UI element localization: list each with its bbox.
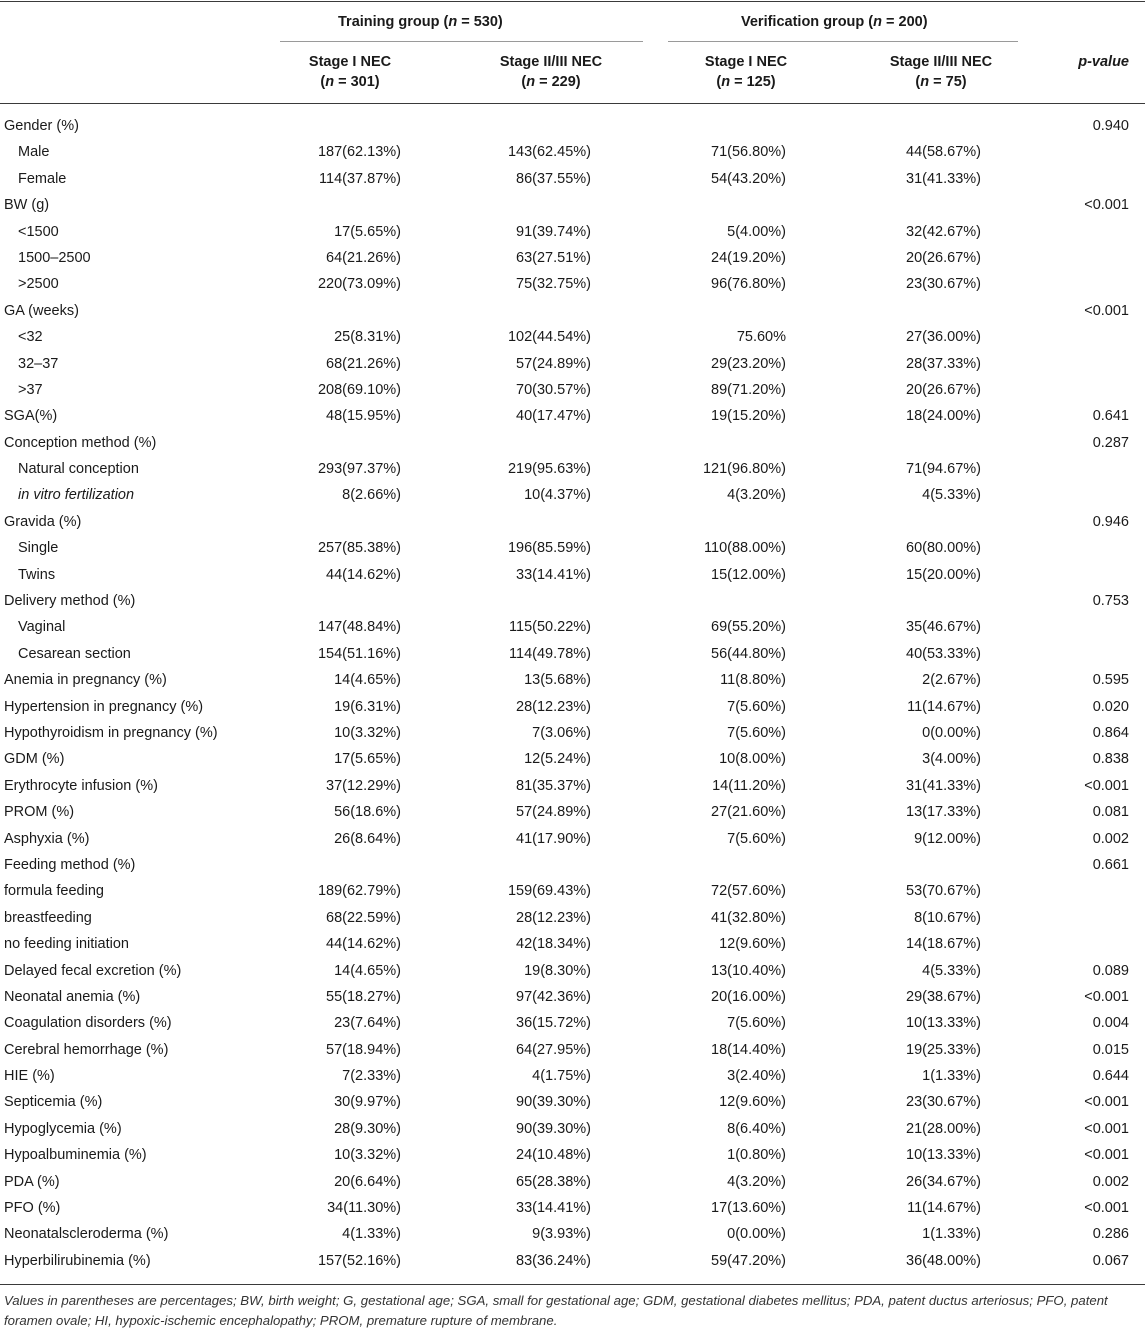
table-cell: 17(5.65%) — [334, 751, 401, 768]
train-stage1-n: (n = 301) — [320, 74, 380, 90]
table-cell: 110(88.00%) — [704, 540, 786, 557]
table-cell: 114(37.87%) — [319, 170, 401, 187]
table-cell: 96(76.80%) — [711, 276, 786, 293]
table-row — [0, 1142, 1145, 1168]
table-cell: 29(38.67%) — [906, 988, 981, 1005]
table-cell: 56(44.80%) — [711, 645, 786, 662]
pvalue-cell: 0.753 — [1092, 593, 1129, 610]
train-stage23-n: (n = 229) — [521, 74, 581, 90]
table-row — [0, 799, 1145, 825]
row-label: Delayed fecal excretion (%) — [4, 962, 182, 979]
table-row — [0, 720, 1145, 746]
table-cell: 24(10.48%) — [516, 1147, 591, 1164]
table-row — [0, 219, 1145, 245]
table-cell: 19(8.30%) — [524, 962, 591, 979]
row-label: breastfeeding — [4, 909, 92, 926]
table-cell: 75.60% — [736, 329, 786, 346]
table-cell: 81(35.37%) — [516, 777, 591, 794]
table-cell: 5(4.00%) — [727, 223, 786, 240]
table-cell: 7(3.06%) — [532, 724, 591, 741]
table-row — [0, 984, 1145, 1010]
table-cell: 17(13.60%) — [711, 1200, 786, 1217]
table-cell: 72(57.60%) — [711, 883, 786, 900]
table-cell: 257(85.38%) — [317, 540, 401, 557]
row-label: >2500 — [18, 276, 59, 293]
table-cell: 25(8.31%) — [334, 329, 401, 346]
table-cell: 44(14.62%) — [326, 566, 401, 583]
table-cell: 7(5.60%) — [727, 830, 786, 847]
table-cell: 31(41.33%) — [906, 170, 981, 187]
row-label: Cerebral hemorrhage (%) — [4, 1041, 169, 1058]
table-cell: 86(37.55%) — [516, 170, 591, 187]
table-cell: 12(5.24%) — [524, 751, 591, 768]
table-row — [0, 192, 1145, 218]
table-cell: 36(48.00%) — [906, 1252, 981, 1269]
row-label: BW (g) — [4, 197, 50, 214]
table-cell: 10(13.33%) — [906, 1147, 981, 1164]
table-cell: 36(15.72%) — [516, 1015, 591, 1032]
table-cell: 32(42.67%) — [906, 223, 981, 240]
row-label: 32–37 — [18, 355, 59, 372]
table-row — [0, 641, 1145, 667]
table-cell: 17(5.65%) — [334, 223, 401, 240]
ver-stage1-n: (n = 125) — [716, 74, 776, 90]
table-cell: 63(27.51%) — [516, 249, 591, 266]
table-cell: 64(27.95%) — [516, 1041, 591, 1058]
table-row — [0, 905, 1145, 931]
row-label: Anemia in pregnancy (%) — [4, 672, 167, 689]
verification-group-heading: Verification group (n = 200) — [741, 14, 928, 30]
table-cell: 11(14.67%) — [907, 698, 981, 715]
table-cell: 219(95.63%) — [507, 461, 591, 478]
table-row — [0, 456, 1145, 482]
table-cell: 57(24.89%) — [516, 804, 591, 821]
table-cell: 57(24.89%) — [516, 355, 591, 372]
row-label: Cesarean section — [18, 645, 131, 662]
table-cell: 13(5.68%) — [524, 672, 591, 689]
pvalue-cell: 0.946 — [1092, 513, 1129, 530]
pvalue-cell: <0.001 — [1084, 197, 1129, 214]
row-label: 1500–2500 — [18, 249, 91, 266]
training-group-heading: Training group (n = 530) — [338, 14, 503, 30]
table-cell: 4(1.33%) — [342, 1226, 401, 1243]
table-cell: 20(26.67%) — [906, 249, 981, 266]
table-row — [0, 1037, 1145, 1063]
table-row — [0, 113, 1145, 139]
table-cell: 208(69.10%) — [317, 381, 401, 398]
table-cell: 70(30.57%) — [516, 381, 591, 398]
table-cell: 15(20.00%) — [906, 566, 981, 583]
table-row — [0, 245, 1145, 271]
row-label: Septicemia (%) — [4, 1094, 103, 1111]
row-label: HIE (%) — [4, 1068, 55, 1085]
table-cell: 121(96.80%) — [702, 461, 786, 478]
table-cell: 69(55.20%) — [711, 619, 786, 636]
row-label: <1500 — [18, 223, 59, 240]
table-cell: 71(94.67%) — [906, 461, 981, 478]
table-cell: 157(52.16%) — [317, 1252, 401, 1269]
table-cell: 91(39.74%) — [516, 223, 591, 240]
table-cell: 28(37.33%) — [906, 355, 981, 372]
table-cell: 71(56.80%) — [711, 144, 786, 161]
table-cell: 15(12.00%) — [711, 566, 786, 583]
table-row — [0, 1010, 1145, 1036]
table-row — [0, 694, 1145, 720]
table-cell: 10(8.00%) — [719, 751, 786, 768]
table-cell: 20(6.64%) — [334, 1173, 401, 1190]
table-cell: 18(14.40%) — [711, 1041, 786, 1058]
table-cell: 7(5.60%) — [727, 698, 786, 715]
row-label: Hyperbilirubinemia (%) — [4, 1252, 151, 1269]
pvalue-cell: <0.001 — [1084, 1094, 1129, 1111]
pvalue-cell: 0.595 — [1092, 672, 1129, 689]
table-cell: 14(18.67%) — [906, 936, 981, 953]
ver-stage1-title: Stage I NEC — [704, 54, 788, 70]
table-cell: 220(73.09%) — [317, 276, 401, 293]
row-label: Erythrocyte infusion (%) — [4, 777, 158, 794]
row-label: no feeding initiation — [4, 936, 129, 953]
table-cell: 28(12.23%) — [516, 909, 591, 926]
pvalue-cell: 0.940 — [1092, 118, 1129, 134]
row-label: Delivery method (%) — [4, 593, 136, 610]
row-label: GA (weeks) — [4, 302, 79, 319]
table-cell: 11(14.67%) — [907, 1200, 981, 1217]
train-stage23-header — [461, 52, 641, 92]
table-row — [0, 878, 1145, 904]
pvalue-cell: 0.020 — [1092, 698, 1129, 715]
table-cell: 53(70.67%) — [906, 883, 981, 900]
table-cell: 10(13.33%) — [906, 1015, 981, 1032]
row-label: Hypertension in pregnancy (%) — [4, 698, 204, 715]
table-row — [0, 377, 1145, 403]
row-label: <32 — [18, 329, 43, 346]
table-cell: 27(36.00%) — [906, 329, 981, 346]
table-cell: 143(62.45%) — [507, 144, 591, 161]
table-cell: 57(18.94%) — [326, 1041, 401, 1058]
table-row — [0, 324, 1145, 350]
row-label: Neonatalscleroderma (%) — [4, 1226, 169, 1243]
table-row — [0, 667, 1145, 693]
table-cell: 33(14.41%) — [516, 1200, 591, 1217]
pvalue-cell: 0.864 — [1092, 724, 1129, 741]
table-row — [0, 1195, 1145, 1221]
table-row — [0, 166, 1145, 192]
pvalue-cell: 0.644 — [1092, 1068, 1129, 1085]
pvalue-cell: 0.004 — [1092, 1015, 1129, 1032]
table-row — [0, 826, 1145, 852]
table-row — [0, 931, 1145, 957]
table-footnote: Values in parentheses are percentages; BW, birth weight; G, gestational age; SGA, small for gestational age; GDM, gestational diabetes mellitus; PDA, patent ductus arteriosus; PFO, patent foramen ovale; HI, hypoxic-ischemic encephalopathy; PROM, premature rupture of membrane. — [4, 1293, 1108, 1328]
table-cell: 65(28.38%) — [516, 1173, 591, 1190]
table-cell: 114(49.78%) — [509, 645, 591, 662]
table-cell: 30(9.97%) — [334, 1094, 401, 1111]
table-cell: 115(50.22%) — [509, 619, 591, 636]
table-cell: 3(2.40%) — [727, 1068, 786, 1085]
row-label: Asphyxia (%) — [4, 830, 90, 847]
row-label: Conception method (%) — [4, 434, 157, 451]
table-row — [0, 271, 1145, 297]
table-cell: 7(5.60%) — [727, 1015, 786, 1032]
table-cell: 2(2.67%) — [922, 672, 981, 689]
pvalue-cell: 0.286 — [1092, 1226, 1129, 1243]
pvalue-cell: 0.081 — [1092, 804, 1129, 821]
table-cell: 8(10.67%) — [914, 909, 981, 926]
row-label: in vitro fertilization — [18, 487, 135, 504]
table-cell: 28(9.30%) — [334, 1120, 401, 1137]
table-cell: 19(25.33%) — [906, 1041, 981, 1058]
table-cell: 9(12.00%) — [914, 830, 981, 847]
table-cell: 26(34.67%) — [906, 1173, 981, 1190]
table-row — [0, 773, 1145, 799]
table-row — [0, 614, 1145, 640]
row-label: Coagulation disorders (%) — [4, 1015, 172, 1032]
ver-stage23-n: (n = 75) — [915, 74, 967, 90]
pvalue-cell: <0.001 — [1084, 302, 1129, 319]
row-label: Gravida (%) — [4, 513, 82, 530]
table-cell: 20(16.00%) — [711, 988, 786, 1005]
row-label: GDM (%) — [4, 751, 65, 768]
table-cell: 44(14.62%) — [326, 936, 401, 953]
table-cell: 21(28.00%) — [906, 1120, 981, 1137]
pvalue-cell: 0.067 — [1092, 1252, 1129, 1269]
table-cell: 54(43.20%) — [711, 170, 786, 187]
pvalue-cell: 0.661 — [1092, 856, 1129, 873]
ver-stage1-header — [656, 52, 836, 92]
table-cell: 27(21.60%) — [711, 804, 786, 821]
ver-stage23-title: Stage II/III NEC — [889, 54, 993, 70]
table-cell: 293(97.37%) — [317, 461, 401, 478]
table-row — [0, 1116, 1145, 1142]
table-row — [0, 482, 1145, 508]
header-rule — [0, 103, 1145, 104]
row-label: Male — [18, 144, 50, 161]
table-cell: 55(18.27%) — [326, 988, 401, 1005]
table-cell: 4(3.20%) — [727, 1173, 786, 1190]
table-cell: 10(4.37%) — [524, 487, 591, 504]
table-cell: 102(44.54%) — [507, 329, 591, 346]
table-cell: 35(46.67%) — [906, 619, 981, 636]
table-cell: 13(17.33%) — [906, 804, 981, 821]
pvalue-cell: 0.002 — [1092, 1173, 1129, 1190]
table-cell: 20(26.67%) — [906, 381, 981, 398]
pvalue-cell: 0.089 — [1092, 962, 1129, 979]
table-cell: 12(9.60%) — [719, 936, 786, 953]
table-cell: 28(12.23%) — [516, 698, 591, 715]
table-cell: 40(53.33%) — [906, 645, 981, 662]
table-row — [0, 139, 1145, 165]
table-cell: 23(30.67%) — [906, 276, 981, 293]
top-rule — [0, 1, 1145, 2]
table-cell: 83(36.24%) — [516, 1252, 591, 1269]
table-cell: 3(4.00%) — [922, 751, 981, 768]
table-cell: 60(80.00%) — [906, 540, 981, 557]
ver-stage23-header — [851, 52, 1031, 92]
table-cell: 159(69.43%) — [507, 883, 591, 900]
table-cell: 18(24.00%) — [906, 408, 981, 425]
table-cell: 56(18.6%) — [334, 804, 401, 821]
table-cell: 8(6.40%) — [727, 1120, 786, 1137]
table-row — [0, 430, 1145, 456]
pvalue-header: p-value — [1078, 54, 1129, 70]
table-cell: 37(12.29%) — [326, 777, 401, 794]
table-cell: 97(42.36%) — [516, 988, 591, 1005]
table-cell: 41(32.80%) — [711, 909, 786, 926]
table-cell: 13(10.40%) — [711, 962, 786, 979]
table-cell: 189(62.79%) — [317, 883, 401, 900]
pvalue-cell: 0.641 — [1092, 408, 1129, 425]
bottom-rule — [0, 1284, 1145, 1285]
table-cell: 26(8.64%) — [334, 830, 401, 847]
pvalue-cell: <0.001 — [1084, 777, 1129, 794]
table-cell: 187(62.13%) — [317, 144, 401, 161]
table-row — [0, 1221, 1145, 1247]
row-label: Gender (%) — [4, 118, 79, 134]
table-row — [0, 535, 1145, 561]
table-row — [0, 509, 1145, 535]
table-cell: 8(2.66%) — [342, 487, 401, 504]
table-cell: 4(5.33%) — [922, 962, 981, 979]
row-label: PROM (%) — [4, 804, 75, 821]
table-cell: 68(22.59%) — [326, 909, 401, 926]
row-label: Hypothyroidism in pregnancy (%) — [4, 724, 218, 741]
table-cell: 0(0.00%) — [922, 724, 981, 741]
table-cell: 12(9.60%) — [719, 1094, 786, 1111]
table-row — [0, 958, 1145, 984]
table-row — [0, 588, 1145, 614]
table-cell: 0(0.00%) — [727, 1226, 786, 1243]
row-label: PFO (%) — [4, 1200, 61, 1217]
train-stage1-header — [260, 52, 440, 92]
table-cell: 10(3.32%) — [334, 724, 401, 741]
table-cell: 29(23.20%) — [711, 355, 786, 372]
table-cell: 4(3.20%) — [727, 487, 786, 504]
row-label: PDA (%) — [4, 1173, 60, 1190]
table-cell: 90(39.30%) — [516, 1120, 591, 1137]
table-row — [0, 1063, 1145, 1089]
table-row — [0, 1089, 1145, 1115]
table-row — [0, 298, 1145, 324]
table-cell: 196(85.59%) — [507, 540, 591, 557]
table-cell: 64(21.26%) — [326, 249, 401, 266]
row-label: formula feeding — [4, 883, 104, 900]
table-cell: 24(19.20%) — [711, 249, 786, 266]
pvalue-cell: 0.287 — [1092, 434, 1129, 451]
table-cell: 42(18.34%) — [516, 936, 591, 953]
pvalue-cell: <0.001 — [1084, 1200, 1129, 1217]
table-cell: 68(21.26%) — [326, 355, 401, 372]
table-cell: 33(14.41%) — [516, 566, 591, 583]
verification-group-underline — [668, 41, 1018, 42]
table-row — [0, 562, 1145, 588]
row-label: SGA(%) — [4, 408, 58, 425]
table-cell: 154(51.16%) — [317, 645, 401, 662]
table-cell: 14(4.65%) — [334, 672, 401, 689]
table-cell: 1(1.33%) — [922, 1226, 981, 1243]
table-cell: 7(2.33%) — [342, 1068, 401, 1085]
row-label: Female — [18, 170, 67, 187]
table-cell: 147(48.84%) — [317, 619, 401, 636]
training-group-underline — [280, 41, 643, 42]
row-label: >37 — [18, 381, 43, 398]
table-cell: 9(3.93%) — [532, 1226, 591, 1243]
row-label: Neonatal anemia (%) — [4, 988, 141, 1005]
row-label: Single — [18, 540, 59, 557]
row-label: Feeding method (%) — [4, 856, 136, 873]
pvalue-cell: <0.001 — [1084, 1147, 1129, 1164]
pvalue-cell: 0.838 — [1092, 751, 1129, 768]
table-cell: 31(41.33%) — [906, 777, 981, 794]
table-cell: 44(58.67%) — [906, 144, 981, 161]
table-cell: 14(11.20%) — [712, 777, 786, 794]
table-cell: 11(8.80%) — [720, 672, 786, 689]
table-row — [0, 746, 1145, 772]
table-row — [0, 351, 1145, 377]
pvalue-cell: 0.002 — [1092, 830, 1129, 847]
table-row — [0, 1169, 1145, 1195]
table-cell: 7(5.60%) — [727, 724, 786, 741]
train-stage23-title: Stage II/III NEC — [499, 54, 603, 70]
pvalue-cell: 0.015 — [1092, 1041, 1129, 1058]
table-row — [0, 1248, 1145, 1274]
table-cell: 14(4.65%) — [334, 962, 401, 979]
row-label: Hypoalbuminemia (%) — [4, 1147, 147, 1164]
table-cell: 48(15.95%) — [326, 408, 401, 425]
table-cell: 40(17.47%) — [516, 408, 591, 425]
table-cell: 1(1.33%) — [922, 1068, 981, 1085]
table-cell: 10(3.32%) — [334, 1147, 401, 1164]
table-cell: 75(32.75%) — [516, 276, 591, 293]
table-cell: 89(71.20%) — [711, 381, 786, 398]
row-label: Natural conception — [18, 461, 139, 478]
table-cell: 59(47.20%) — [711, 1252, 786, 1269]
row-label: Vaginal — [18, 619, 66, 636]
train-stage1-title: Stage I NEC — [308, 54, 392, 70]
table-cell: 23(7.64%) — [334, 1015, 401, 1032]
table-row — [0, 403, 1145, 429]
table-cell: 1(0.80%) — [727, 1147, 786, 1164]
pvalue-cell: <0.001 — [1084, 988, 1129, 1005]
table-cell: 90(39.30%) — [516, 1094, 591, 1111]
table-cell: 4(5.33%) — [922, 487, 981, 504]
table-cell: 23(30.67%) — [906, 1094, 981, 1111]
row-label: Twins — [18, 566, 56, 583]
table-cell: 19(6.31%) — [334, 698, 401, 715]
pvalue-cell: <0.001 — [1084, 1120, 1129, 1137]
table-cell: 4(1.75%) — [532, 1068, 591, 1085]
table-body — [0, 113, 1145, 1274]
table-cell: 41(17.90%) — [516, 830, 591, 847]
row-label: Hypoglycemia (%) — [4, 1120, 122, 1137]
table-cell: 19(15.20%) — [711, 408, 786, 425]
table-cell: 34(11.30%) — [327, 1200, 401, 1217]
table-row — [0, 852, 1145, 878]
